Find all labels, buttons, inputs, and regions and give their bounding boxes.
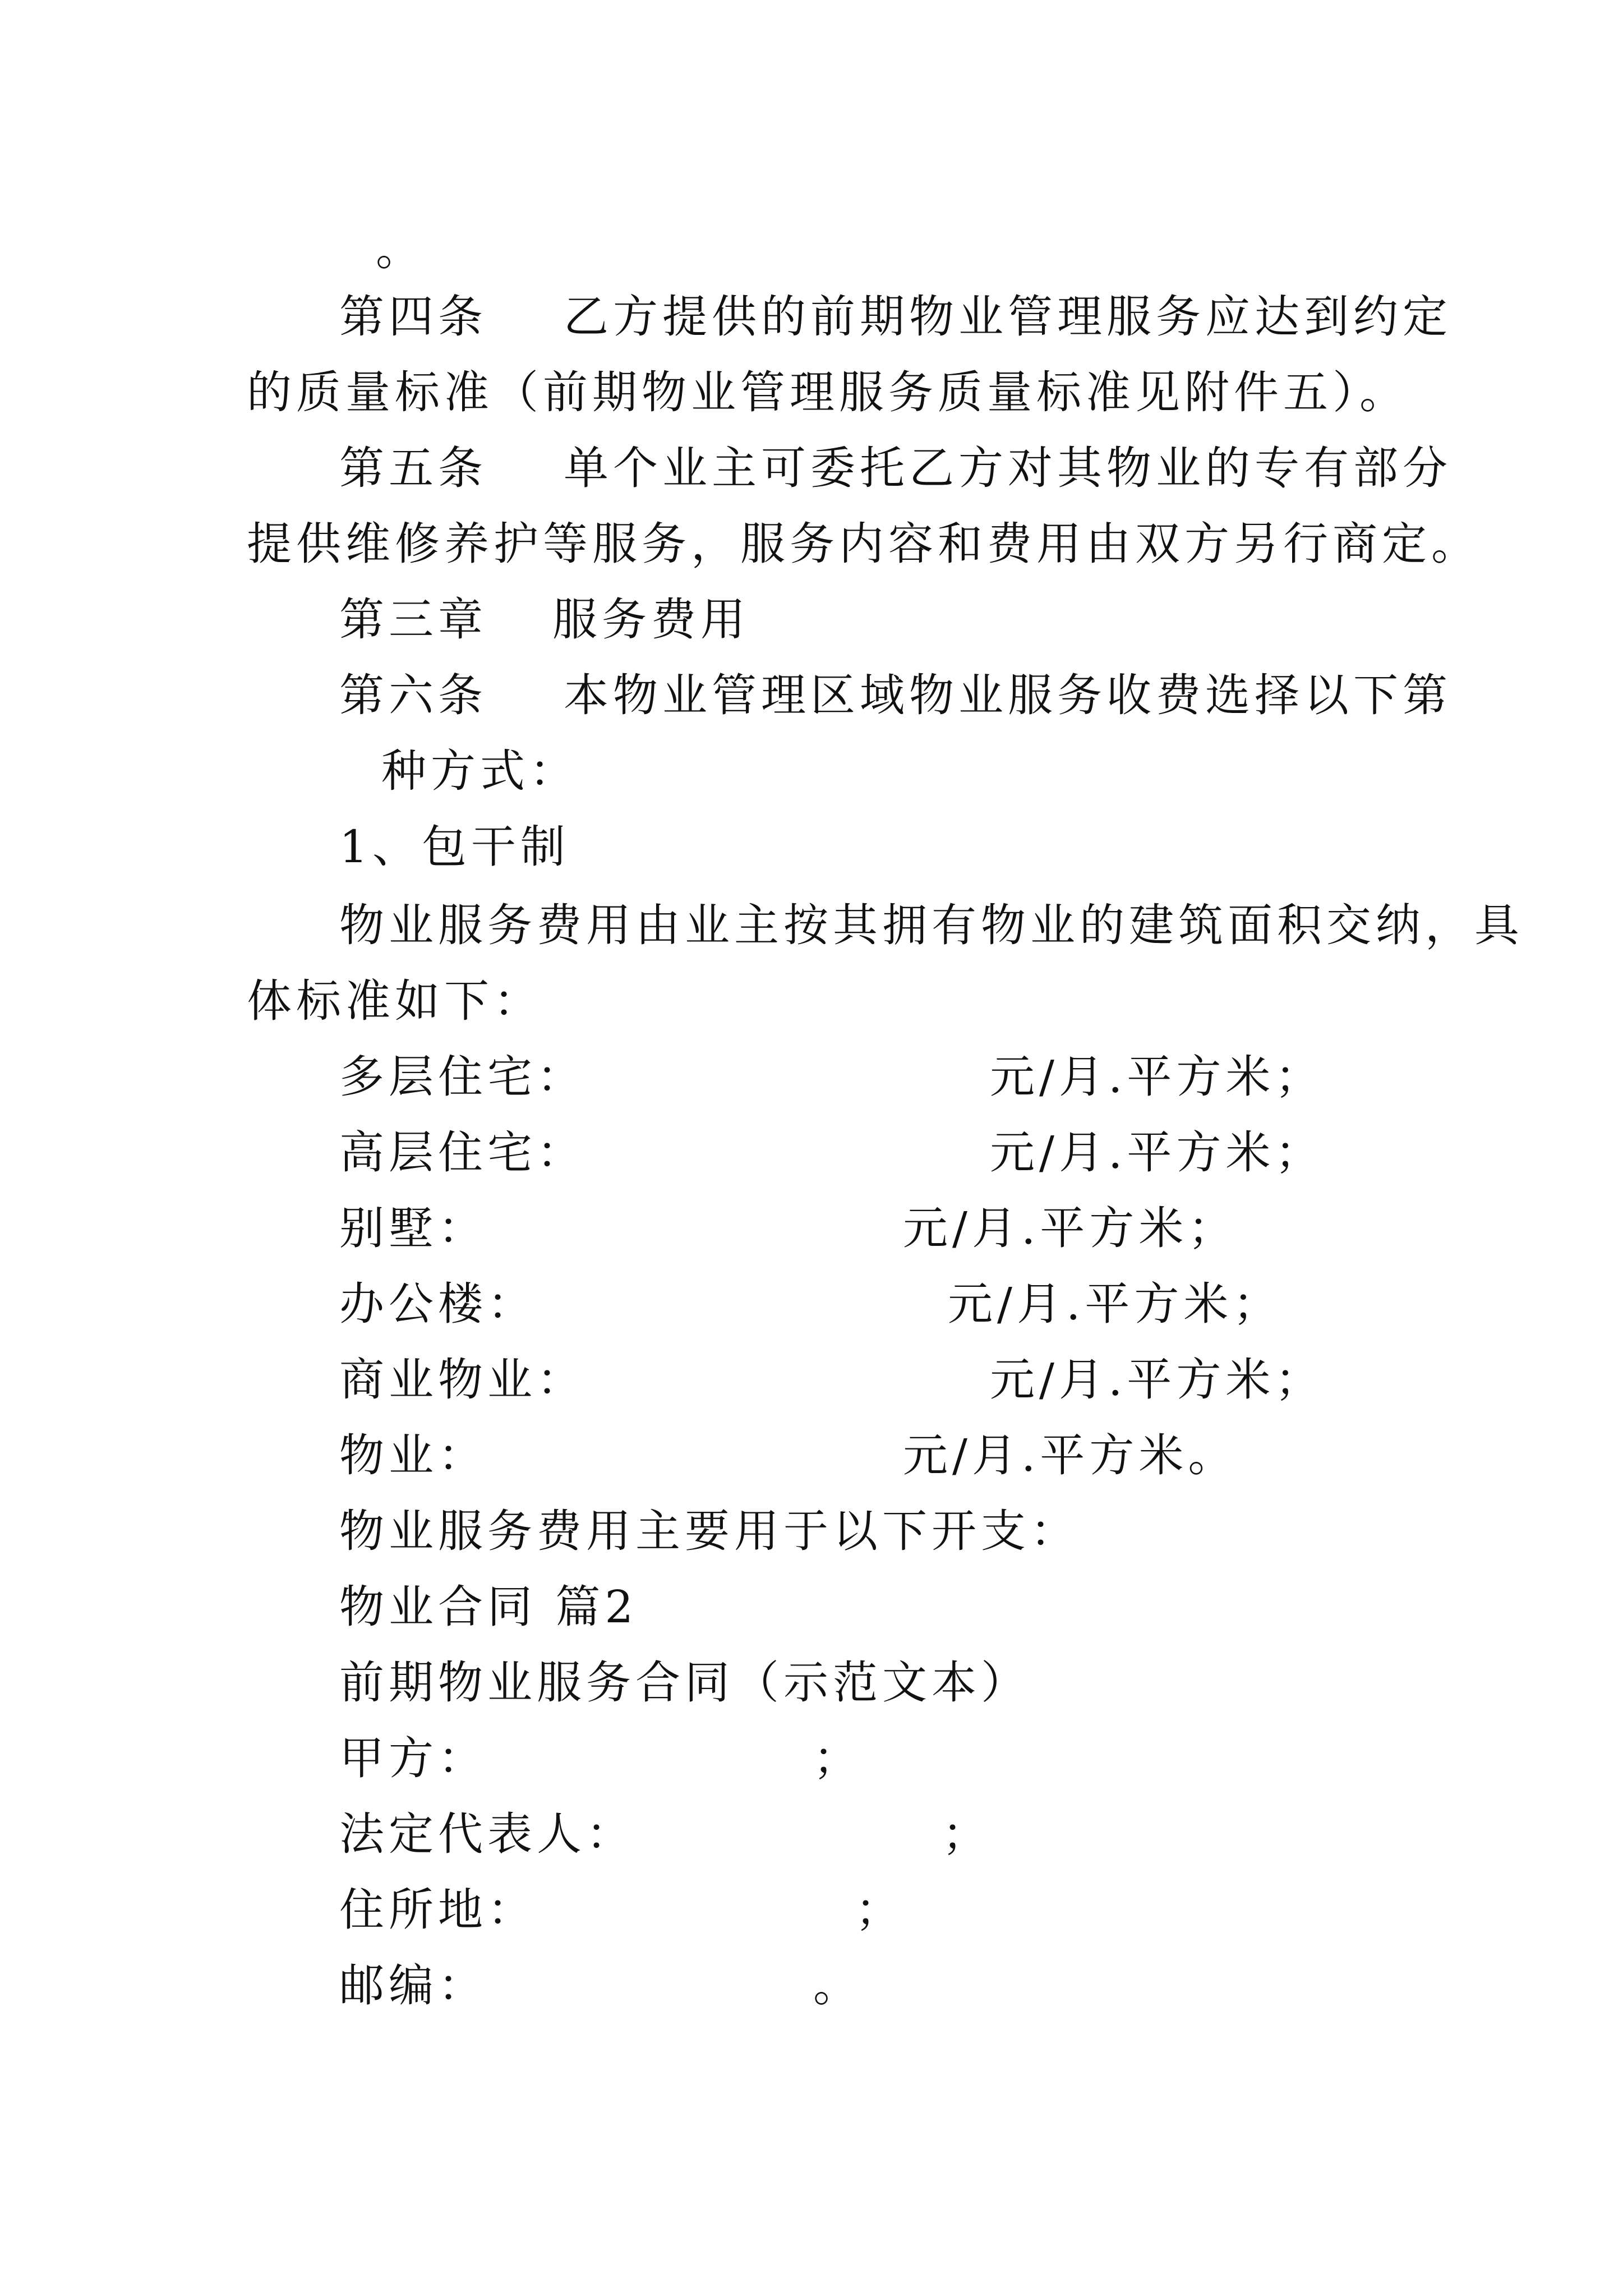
fee-label: 办公楼： xyxy=(339,1278,537,1330)
text-line: 。 xyxy=(376,223,425,275)
section-heading: 物业合同 篇2 xyxy=(339,1581,638,1633)
chapter-title: 服务费用 xyxy=(552,593,750,646)
fee-unit: 元/月.平方米； xyxy=(990,1051,1325,1103)
text-line: 1、包干制 xyxy=(339,821,570,873)
article-label: 第六条 xyxy=(339,669,487,721)
fee-label: 多层住宅： xyxy=(339,1051,586,1103)
article-label: 第五条 xyxy=(339,442,487,494)
text-line: 物业服务费用由业主按其拥有物业的建筑面积交纳，具 xyxy=(339,899,1524,951)
article-text: 本物业管理区域物业服务收费选择以下第 xyxy=(564,669,1452,721)
party-label: 邮编： xyxy=(339,1959,487,2012)
contract-title: 前期物业服务合同（示范文本） xyxy=(339,1657,1030,1709)
article-text: 乙方提供的前期物业管理服务应达到约定 xyxy=(564,291,1452,343)
article-label: 第四条 xyxy=(339,291,487,343)
text-line: 提供维修养护等服务，服务内容和费用由双方另行商定。 xyxy=(247,518,1481,570)
fee-unit: 元/月.平方米。 xyxy=(903,1429,1238,1481)
fee-unit: 元/月.平方米； xyxy=(990,1126,1325,1179)
text-line: 的质量标准（前期物业管理服务质量标准见附件五）。 xyxy=(247,366,1409,418)
fee-unit: 元/月.平方米； xyxy=(990,1354,1325,1406)
party-end-mark: 。 xyxy=(813,1959,863,2012)
fee-label: 物业： xyxy=(339,1429,487,1481)
fee-unit: 元/月.平方米； xyxy=(948,1278,1283,1330)
text-line: 体标准如下： xyxy=(247,975,543,1027)
party-label: 法定代表人： xyxy=(339,1808,635,1860)
party-end-mark: ； xyxy=(942,1808,992,1860)
fee-label: 别墅： xyxy=(339,1202,487,1254)
fee-label: 高层住宅： xyxy=(339,1126,586,1179)
text-line: 物业服务费用主要用于以下开支： xyxy=(339,1505,1080,1557)
party-label: 住所地： xyxy=(339,1884,537,1936)
party-label: 甲方： xyxy=(339,1732,487,1784)
chapter-label: 第三章 xyxy=(339,593,487,646)
fee-unit: 元/月.平方米； xyxy=(903,1202,1238,1254)
text-line: 种方式： xyxy=(381,745,579,797)
fee-label: 商业物业： xyxy=(339,1354,586,1406)
article-text: 单个业主可委托乙方对其物业的专有部分 xyxy=(564,442,1452,494)
party-end-mark: ； xyxy=(855,1884,905,1936)
party-end-mark: ； xyxy=(813,1732,863,1784)
